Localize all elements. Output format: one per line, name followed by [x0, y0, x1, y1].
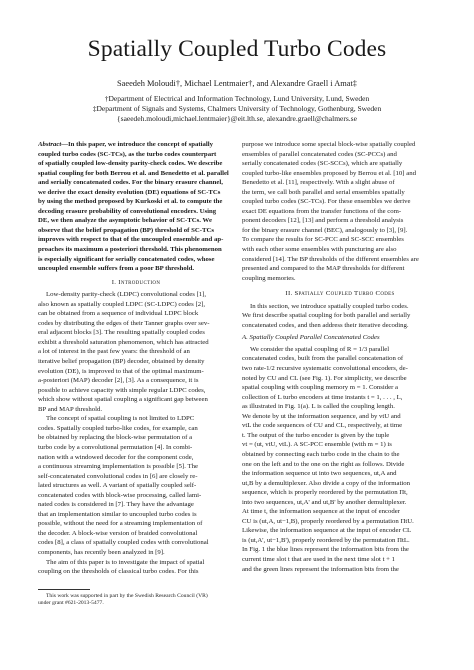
abstract-line: is especially significant for serially concatenated codes, whose: [38, 255, 215, 263]
text-line: sequence, which is properly reordered by the permutation Πt,: [242, 489, 408, 497]
text-line: ut,B by a demultiplexer. Also divide a copy of the information: [242, 479, 410, 487]
text-line: iterative belief propagation (BP) decoder, obtained by density: [38, 358, 205, 366]
text-line: concatenated codes, built from the parallel concatenation of: [242, 355, 404, 363]
text-line: is (ut,A', ut−1,B'), properly reordered by the permutation ΠtL.: [242, 536, 410, 544]
text-line: self-concatenated convolutional codes in [6] are closely re-: [38, 472, 198, 480]
text-line: be obtained by replacing the block-wise permutation of a: [38, 434, 193, 442]
affiliation-lund: †Department of Electrical and Information Technology, Lund University, Lund, Sweden: [104, 94, 370, 103]
text-line: CU is (ut,A, ut−1,B), properly reordered by a permutation ΠtU.: [242, 517, 414, 525]
abstract-line: Abstract—In this paper, we introduce the concept of spatially: [38, 141, 213, 148]
text-line: serially concatenated codes (SC-SCCs), which are spatially: [242, 160, 403, 168]
text-line: also known as spatially coupled LDPC (SC-LDPC) codes [2],: [38, 300, 206, 308]
text-line: two rate-1/2 recursive systematic convolutional encoders, de-: [242, 365, 408, 373]
text-line: At time t, the information sequence at the input of encoder: [242, 508, 401, 516]
abstract-line: we derive the exact density evolution (DE) equations of SC-TCs: [38, 188, 221, 196]
text-line: the information sequence ut into two sequences, ut,A and: [242, 470, 397, 478]
text-line: codes by distributing the edges of their Tanner graphs over sev-: [38, 319, 210, 327]
text-line: coupled turbo codes (SC-TCs). For these ensembles we derive: [242, 198, 411, 206]
text-line: a-posteriori (MAP) decoder [2], [3]. As a consequence, it is: [38, 377, 199, 385]
abstract-line: spatial coupling for both Berrou et al. and Benedetto et al. parallel: [38, 169, 229, 177]
section-heading-introduction: I. Introduction: [111, 278, 161, 286]
author-emails: {saeedeh.moloudi,michael.lentmaier}@eit.lth.se, alexandre.graell@chalmers.se: [117, 114, 357, 123]
text-line: purpose we introduce some special block-wise spatially coupled: [242, 141, 416, 148]
abstract-line: and serially concatenated codes. For the binary erasure channel,: [38, 179, 223, 187]
text-line: concatenated codes, and then address their iterative decoding.: [242, 321, 409, 329]
author-list: Saeedeh Moloudi†, Michael Lentmaier†, and Alexandre Graell i Amat‡: [116, 79, 357, 88]
text-line: as illustrated in Fig. 1(a). L is called the coupling length.: [242, 403, 395, 411]
affiliation-chalmers: ‡Department of Signals and Systems, Chalmers University of Technology, Gothenburg, Sweden: [92, 104, 382, 113]
intro-paragraph-3: [38, 558, 234, 577]
text-line: codes [8], a class of spatially coupled codes with convolutional: [38, 539, 209, 547]
right-column: [242, 140, 438, 574]
text-line: The concept of spatial coupling is not limited to LDPC: [46, 415, 195, 423]
abstract-line: coupled turbo codes (SC-TCs), as the turbo codes counterpart: [38, 150, 217, 158]
abstract-line: proaches its maximum a posteriori threshold. This phenomenon: [38, 246, 222, 254]
text-line: Benedetto et al. [11], respectively. With a slight abuse of: [242, 179, 395, 187]
text-line: turbo code by a convolutional permutation [4]. In combi-: [38, 443, 193, 451]
footnote-line: under grant #621-2013-5477.: [38, 599, 104, 606]
text-line: coupling on the thresholds of classical turbo codes. For this: [38, 568, 199, 576]
intro-paragraph-2: [38, 414, 234, 557]
text-line: lated structures as well. A variant of spatially coupled self-: [38, 482, 197, 490]
text-line: vtL the code sequences of CU and CL, respectively, at time: [242, 422, 403, 430]
text-line: presented and compared to the MAP thresholds for different: [242, 265, 405, 273]
abstract-line: improves with respect to that of the uncoupled ensemble and ap-: [38, 236, 224, 244]
text-line: nation with a windowed decoder for the component code,: [38, 453, 194, 461]
section-2-intro: [242, 302, 438, 331]
text-line: eral adjacent blocks [3]. The resulting spatially coupled codes: [38, 329, 205, 337]
text-line: ponent decoders [12], [13] and perform a threshold analysis: [242, 217, 404, 225]
text-line: exact DE equations from the transfer functions of the com-: [242, 207, 402, 215]
text-line: can be obtained from a sequence of individual LDPC block: [38, 310, 199, 318]
abstract-label: Abstract: [38, 141, 62, 148]
text-line: We consider the spatial coupling of R = 1/3 parallel: [250, 345, 390, 353]
text-line: evolution (DE), is improved to that of the optimal maximum-: [38, 367, 204, 375]
intro-paragraph-1: [38, 290, 234, 414]
text-line: the decoder. A block-wise version of braided convolutional: [38, 529, 198, 537]
text-line: Likewise, the information sequence at the input of encoder CL: [242, 527, 412, 535]
text-line: t. The output of the turbo encoder is given by the tuple: [242, 431, 390, 439]
text-line: In Fig. 1 the blue lines represent the information bits from the: [242, 546, 409, 554]
text-line: The aim of this paper is to investigate the impact of spatial: [46, 558, 205, 566]
intro-paragraph-3-continued: [242, 140, 438, 283]
text-line: which show without spatial coupling a significant gap between: [38, 396, 208, 404]
text-line: current time slot t that are used in the next time slot t + 1: [242, 555, 396, 563]
text-line: exhibit a threshold saturation phenomenon, which has attracted: [38, 338, 209, 346]
text-line: and the green lines represent the information bits from the: [242, 565, 399, 573]
section-heading-sc-turbo-codes: II. Spatially Coupled Turbo Codes: [285, 290, 395, 298]
text-line: noted by CU and CL (see Fig. 1). For simplicity, we describe: [242, 374, 407, 382]
text-line: BP and MAP threshold.: [38, 405, 103, 413]
text-line: the term, we call both parallel and serial ensembles spatially: [242, 188, 405, 196]
text-line: possible, without the need for a streaming implementation of: [38, 520, 203, 528]
text-line: concatenated codes with block-wise processing, called lami-: [38, 491, 202, 499]
text-line: possible to achieve capacity with simple regular LDPC codes,: [38, 386, 206, 394]
text-line: collection of L turbo encoders at time instants t = 1, . . . , L,: [242, 393, 403, 401]
text-line: We denote by ut the information sequence, and by vtU and: [242, 412, 401, 420]
text-line: We first describe spatial coupling for both parallel and serially: [242, 312, 411, 320]
text-line: obtained by connecting each turbo code in the chain to the: [242, 450, 400, 458]
text-line: codes. Spatially coupled turbo-like codes, for example, can: [38, 424, 198, 432]
text-line: To compare the results for SC-PCC and SC-SCC ensembles: [242, 236, 404, 244]
abstract-line: decoding erasure probability of convolutional encoders. Using: [38, 207, 217, 215]
abstract-line: by using the method proposed by Kurkoski et al. to compute the: [38, 198, 223, 206]
footnote-rule: [38, 589, 90, 590]
subsection-paragraph: [242, 345, 438, 574]
text-line: considered [14]. The BP thresholds of the different ensembles are: [242, 255, 419, 263]
text-line: coupled turbo-like ensembles proposed by Berrou et al. [10] and: [242, 169, 416, 177]
abstract-line: of spatially coupled low-density parity-check codes. We describe: [38, 160, 223, 168]
text-line: components, has recently been analyzed in [9].: [38, 548, 165, 556]
abstract-line: uncoupled ensemble suffers from a poor BP threshold.: [38, 265, 195, 273]
left-column: [38, 140, 234, 607]
abstract: [38, 140, 234, 274]
text-line: nated codes is considered in [7]. They have the advantage: [38, 501, 194, 509]
text-line: into two sequences, ut,A' and ut,B' by another demultiplexer.: [242, 498, 407, 506]
footnote-line: This work was supported in part by the Swedish Research Council (VR): [46, 592, 208, 599]
paper-title: Spatially Coupled Turbo Codes: [87, 36, 387, 62]
text-line: with each other some ensembles with puncturing are also: [242, 246, 397, 254]
text-line: Low-density parity-check (LDPC) convolutional codes [1],: [46, 291, 207, 299]
text-line: a continuous streaming implementation is possible [5]. The: [38, 463, 198, 471]
subsection-heading-sc-pcc: A. Spatially Coupled Parallel Concatenated Codes: [242, 334, 380, 342]
text-line: that an implementation similar to uncoupled turbo codes is: [38, 510, 197, 518]
text-line: a lot of interest in the past few years: the threshold of an: [38, 348, 190, 356]
text-line: In this section, we introduce spatially coupled turbo codes.: [250, 302, 409, 310]
text-line: coupling memories.: [242, 274, 296, 282]
abstract-line: observe that the belief propagation (BP) threshold of SC-TCs: [38, 226, 215, 234]
text-line: spatial coupling with coupling memory m = 1. Consider a: [242, 384, 399, 392]
text-line: one on the left and to the one on the right as follows. Divide: [242, 460, 405, 468]
text-line: vt = (ut, vtU, vtL). A SC-PCC ensemble (with m = 1) is: [242, 441, 392, 449]
funding-footnote: [38, 593, 234, 608]
text-line: for the binary erasure channel (BEC), analogously to [3], [9].: [242, 226, 408, 234]
text-line: ensembles of parallel concatenated codes (SC-PCCs) and: [242, 150, 397, 158]
abstract-line: DE, we then analyze the asymptotic behavior of SC-TCs. We: [38, 217, 212, 225]
